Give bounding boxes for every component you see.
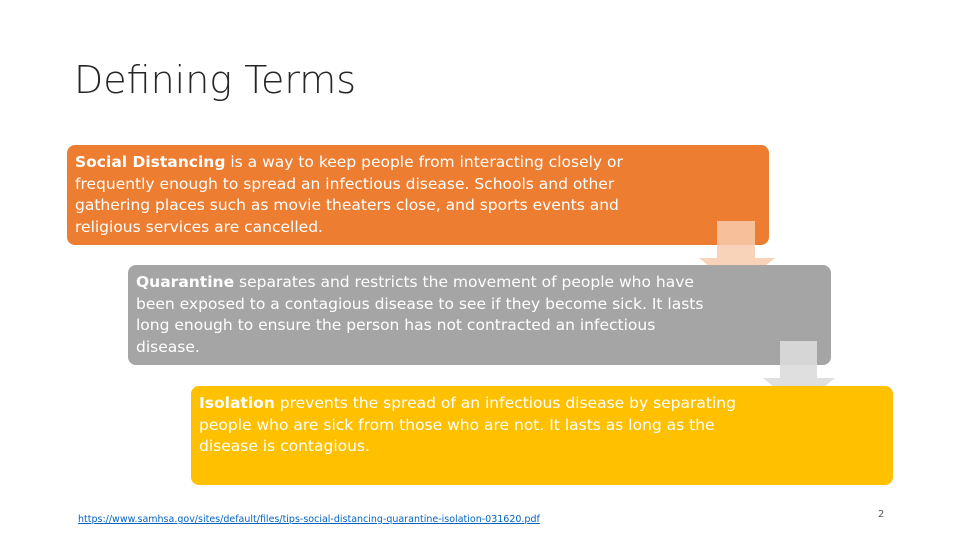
term-text: [136, 272, 706, 358]
term-definition: prevents the spread of an infectious disease by separating people who are sick from those who are not. It lasts as long as the disease is contagious.: [199, 394, 736, 455]
term-name: Quarantine: [136, 273, 235, 291]
term-box-isolation: [191, 386, 893, 485]
term-box-quarantine: [128, 265, 831, 365]
slide-title: Defining Terms: [74, 58, 357, 102]
page-number: 2: [878, 509, 885, 520]
term-name: Isolation: [199, 394, 275, 412]
term-text: [199, 393, 769, 458]
source-link[interactable]: https://www.samhsa.gov/sites/default/files/tips-social-distancing-quarantine-isolation-031620.pdf: [78, 514, 540, 525]
term-text: [75, 152, 675, 238]
term-box-social-distancing: [67, 145, 769, 245]
term-name: Social Distancing: [75, 153, 226, 171]
term-definition: separates and restricts the movement of people who have been exposed to a contagious disease to see if they become sick. It lasts long enough to ensure the person has not contracted an infectious disease.: [136, 273, 704, 356]
term-definition: is a way to keep people from interacting closely or frequently enough to spread an infectious disease. Schools and other gathering places such as movie theaters close, and sports events and religious services are cancelled.: [75, 153, 623, 236]
